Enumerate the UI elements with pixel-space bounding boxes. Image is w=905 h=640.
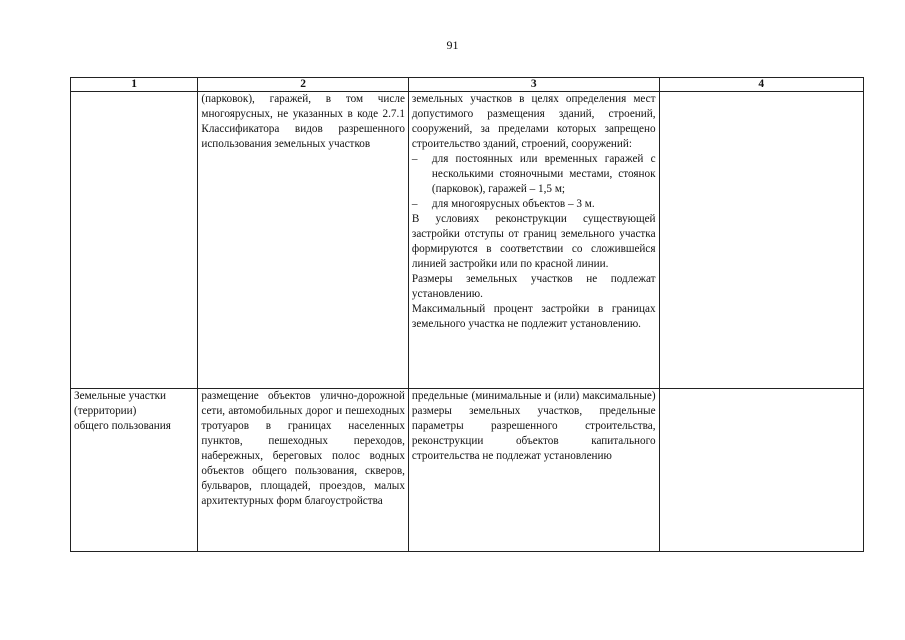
row2-col3-cell	[408, 389, 659, 552]
row2-col1-line: Земельные участки	[74, 390, 167, 402]
row1-col3-intro: земельных участков в целях определения мест допустимого размещения зданий, строений, сооружений, за пределами которых запрещено строительство зданий, строений, сооружений:	[411, 93, 656, 150]
column-header-3: 3	[408, 78, 659, 92]
list-item: – для многоярусных объектов – 3 м.	[412, 197, 656, 212]
row2-col1-cell	[71, 389, 198, 552]
row1-col2-cell	[198, 92, 409, 389]
page-number: 91	[446, 38, 459, 52]
column-header-4: 4	[659, 78, 863, 92]
row1-col3-para2: Размеры земельных участков не подлежат установлению.	[411, 273, 656, 300]
row2-col4-cell	[659, 389, 863, 552]
column-header-2: 2	[198, 78, 409, 92]
row2-col2-cell	[198, 389, 409, 552]
row1-col1-cell	[71, 92, 198, 389]
row1-col3-para3: Максимальный процент застройки в границах земельного участка не подлежит установлению.	[411, 303, 656, 330]
list-item: – для постоянных или временных гаражей с несколькими стояночными местами, стоянок (парковок), гаражей – 1,5 м;	[412, 152, 656, 197]
row1-col3-list	[412, 152, 656, 212]
table-row	[71, 92, 864, 389]
column-header-1: 1	[71, 78, 198, 92]
land-use-regulations-table	[70, 77, 864, 552]
table-header-row	[71, 78, 864, 92]
row2-col1-line: (территории)	[74, 405, 137, 417]
row2-col3-text: предельные (минимальные и (или) максимальные) размеры земельных участков, предельные параметры разрешенного строительства, реконструкции объектов капитального строительства не подлежат установлению	[411, 390, 656, 462]
row1-col3-cell	[408, 92, 659, 389]
row1-col2-text: (парковок), гаражей, в том числе многоярусных, не указанных в коде 2.7.1 Классификатора видов разрешенного использования земельных участков	[201, 93, 405, 150]
row1-col3-para1: В условиях реконструкции существующей застройки отступы от границ земельного участка формируются в соответствии со сложившейся линией застройки или по красной линии.	[411, 213, 656, 270]
row2-col2-text: размещение объектов улично-дорожной сети, автомобильных дорог и пешеходных тротуаров в границах населенных пунктов, пешеходных переходов, набережных, береговых полос водных объектов общего пользования, скверов, бульваров, площадей, проездов, малых архитектурных форм благоустройства	[201, 390, 405, 507]
table-row	[71, 389, 864, 552]
row2-col1-line: общего пользования	[74, 420, 171, 432]
row1-col4-cell	[659, 92, 863, 389]
